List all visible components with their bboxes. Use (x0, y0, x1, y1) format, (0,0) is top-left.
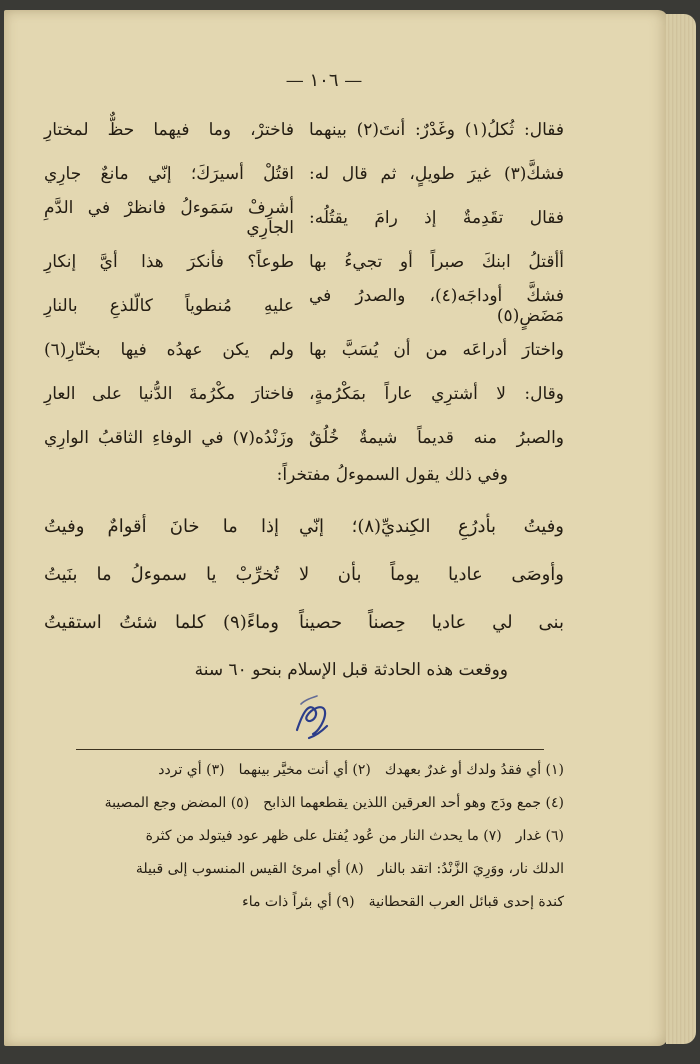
footnote-line (64, 787, 564, 820)
stanza-block (44, 108, 564, 460)
verse-line (44, 550, 564, 598)
verse-first-half: وقال: لا أشترِي عاراً بمَكْرُمةٍ، (309, 384, 564, 404)
verse-second-half: وماءً(٩) كلما شئتُ استقيتُ (44, 611, 279, 633)
poem-block (44, 502, 564, 646)
page-edges (666, 14, 696, 1044)
footnote-line (64, 853, 564, 886)
verse-second-half: طوعاً؟ فأنكرَ هذا أيَّ إنكارِ (44, 252, 294, 272)
ink-stamp-icon (289, 690, 337, 746)
footnote: (٧) ما يحدث النار من عُود يُفتل على ظهر عود فيتولد من كثرة (145, 828, 502, 844)
footnote-line (64, 754, 564, 787)
verse-line (44, 372, 564, 416)
verse-line (44, 328, 564, 372)
footnote: (٨) أي امرئ القيس المنسوب إلى قبيلة (135, 861, 364, 877)
footnote: (٥) المضض وجع المصيبة (104, 795, 250, 811)
verse-first-half: فشكَّ(٣) غيرَ طويلٍ، ثم قال له: (309, 164, 564, 184)
poem-intro: وفي ذلك يقول السموءلُ مفتخراً: (276, 465, 508, 485)
verse-line (44, 598, 564, 646)
verse-second-half: إذا ما خانَ أقوامٌ وفيتُ (44, 515, 279, 537)
verse-second-half: فاخترْ، وما فيهما حظٌّ لمختارِ (44, 120, 294, 140)
verse-first-half: والصبرُ منه قديماً شيمةٌ خُلُقٌ (309, 428, 564, 448)
verse-first-half: أأقتلُ ابنكَ صبراً أو تجيءُ بها (309, 252, 564, 272)
verse-line (44, 284, 564, 328)
footnote-divider (76, 749, 544, 750)
verse-line (44, 240, 564, 284)
verse-first-half: فشكَّ أوداجَه(٤)، والصدرُ في مَضَضٍ(٥) (309, 286, 564, 326)
verse-first-half: وأوصَى عاديا يوماً بأن لا (299, 563, 564, 585)
verse-second-half: ولم يكن عهدُه فيها بختّارِ(٦) (44, 340, 294, 360)
verse-first-half: فقال تقَدِمةٌ إذ رامَ يقتُلُه: (309, 208, 564, 228)
footnote-line (64, 820, 564, 853)
footnote-line (64, 886, 564, 919)
verse-first-half: وفيتُ بأدرُعِ الكِنديِّ(٨)؛ إنّي (299, 515, 564, 537)
verse-second-half: عليهِ مُنطوياً كالّلذعِ بالنارِ (44, 296, 294, 316)
verse-line (44, 152, 564, 196)
verse-second-half: اقتُلْ أسيرَكَ؛ إنّي مانعٌ جارِي (44, 164, 294, 184)
verse-first-half: فقال: ثُكلُ(١) وغَدْرٌ: أنتَ(٢) بينهما (309, 120, 564, 140)
footnote: (٤) جمع ودَج وهو أحد العرقين اللذين يقطعهما الذابح (263, 795, 564, 811)
verse-second-half: وزَنْدُه(٧) في الوفاءِ الثاقبُ الوارِي (44, 428, 294, 448)
verse-line (44, 196, 564, 240)
footnote: (٩) أي بئراً ذات ماء (242, 894, 355, 910)
book-page (4, 10, 668, 1046)
verse-second-half: فاختارَ مكْرُمةَ الدُّنيا على العارِ (44, 384, 294, 404)
verse-second-half: تُخرِّبْ يا سموءلُ ما بنَيتُ (44, 563, 279, 585)
footnotes (64, 754, 564, 919)
verse-first-half: واختارَ أدراعَه من أن يُسَبَّ بها (309, 340, 564, 360)
footnote: (٣) أي تردد (158, 762, 225, 778)
footnote: (٢) أي أنت مخيَّر بينهما (238, 762, 371, 778)
footnote: الدلك نار، ووَرِيَ الزَّنْدُ: اتقد بالنار (377, 861, 564, 877)
historical-note: ووقعت هذه الحادثة قبل الإسلام بنحو ٦٠ سنة (194, 660, 508, 680)
verse-first-half: بنى لي عاديا حِصناً حصيناً (299, 611, 564, 633)
footnote: (٦) غدار (515, 828, 564, 844)
footnote: (١) أي فقدُ ولدك أو غدرٌ بعهدك (384, 762, 564, 778)
verse-second-half: أشرِفْ سَمَوءلُ فانظرْ في الدَّمِ الجارِي (44, 198, 294, 238)
page-number: — ١٠٦ — (285, 70, 363, 91)
verse-line (44, 108, 564, 152)
verse-line (44, 416, 564, 460)
verse-line (44, 502, 564, 550)
footnote: كندة إحدى قبائل العرب القحطانية (368, 894, 564, 910)
